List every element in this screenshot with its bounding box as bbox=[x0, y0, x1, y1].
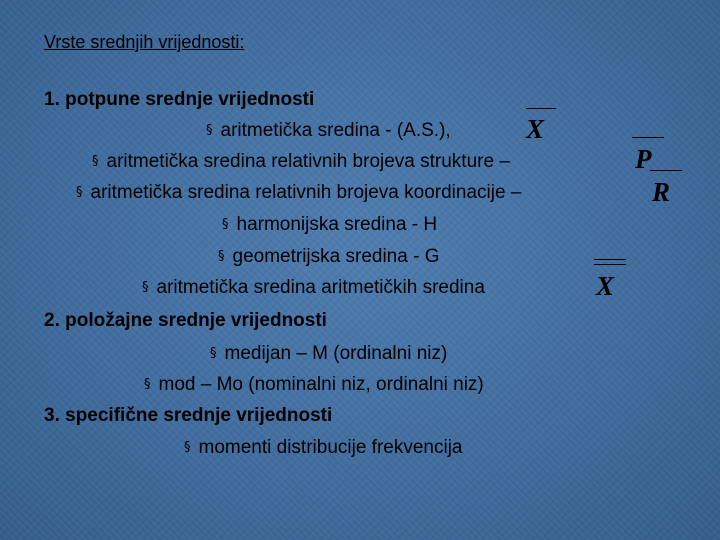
section-heading-1: 1. potpune srednje vrijednosti bbox=[44, 89, 315, 110]
list-item bbox=[92, 150, 510, 176]
coordination-mean-r-symbol: R bbox=[652, 177, 671, 207]
bullet-icon: § bbox=[222, 217, 229, 232]
list-item-text: harmonijska sredina - H bbox=[236, 214, 438, 235]
list-item bbox=[210, 342, 447, 368]
bullet-icon: § bbox=[142, 280, 149, 295]
bullet-icon: § bbox=[144, 377, 151, 392]
list-item bbox=[218, 245, 439, 271]
bullet-icon: § bbox=[206, 123, 213, 138]
bullet-icon: § bbox=[218, 249, 225, 264]
overline-bar bbox=[650, 170, 682, 171]
bullet-icon: § bbox=[76, 185, 83, 200]
structure-mean-p-symbol: P bbox=[635, 144, 652, 174]
section-heading-3: 3. specifične srednje vrijednosti bbox=[44, 405, 333, 426]
list-item-text: aritmetička sredina aritmetičkih sredina bbox=[156, 277, 485, 298]
list-item-text: mod – Mo (nominalni niz, ordinalni niz) bbox=[158, 374, 484, 395]
list-item bbox=[142, 276, 485, 302]
list-item bbox=[222, 213, 437, 239]
slide-title: Vrste srednjih vrijednosti: bbox=[44, 32, 245, 52]
list-item bbox=[144, 373, 484, 399]
list-item-text: medijan – M (ordinalni niz) bbox=[224, 343, 448, 364]
bullet-icon: § bbox=[210, 346, 217, 361]
list-item-text: geometrijska sredina - G bbox=[232, 246, 440, 267]
list-item bbox=[76, 181, 521, 207]
list-item-text: momenti distribucije frekvencija bbox=[198, 437, 463, 458]
bullet-icon: § bbox=[92, 154, 99, 169]
section-heading-2: 2. položajne srednje vrijednosti bbox=[44, 310, 327, 331]
list-item bbox=[184, 436, 463, 462]
mean-x-symbol: X bbox=[526, 114, 545, 144]
list-item bbox=[206, 119, 451, 145]
grand-mean-x-symbol: X bbox=[596, 271, 615, 301]
overline-bar bbox=[594, 264, 626, 265]
overline-bar bbox=[632, 137, 664, 138]
list-item-text: aritmetička sredina relativnih brojeva koordinacije – bbox=[90, 182, 522, 203]
list-item-text: aritmetička sredina - (A.S.), bbox=[220, 120, 451, 141]
list-item-text: aritmetička sredina relativnih brojeva strukture – bbox=[106, 151, 510, 172]
overline-bar bbox=[526, 108, 556, 109]
bullet-icon: § bbox=[184, 440, 191, 455]
overline-bar bbox=[594, 259, 626, 260]
